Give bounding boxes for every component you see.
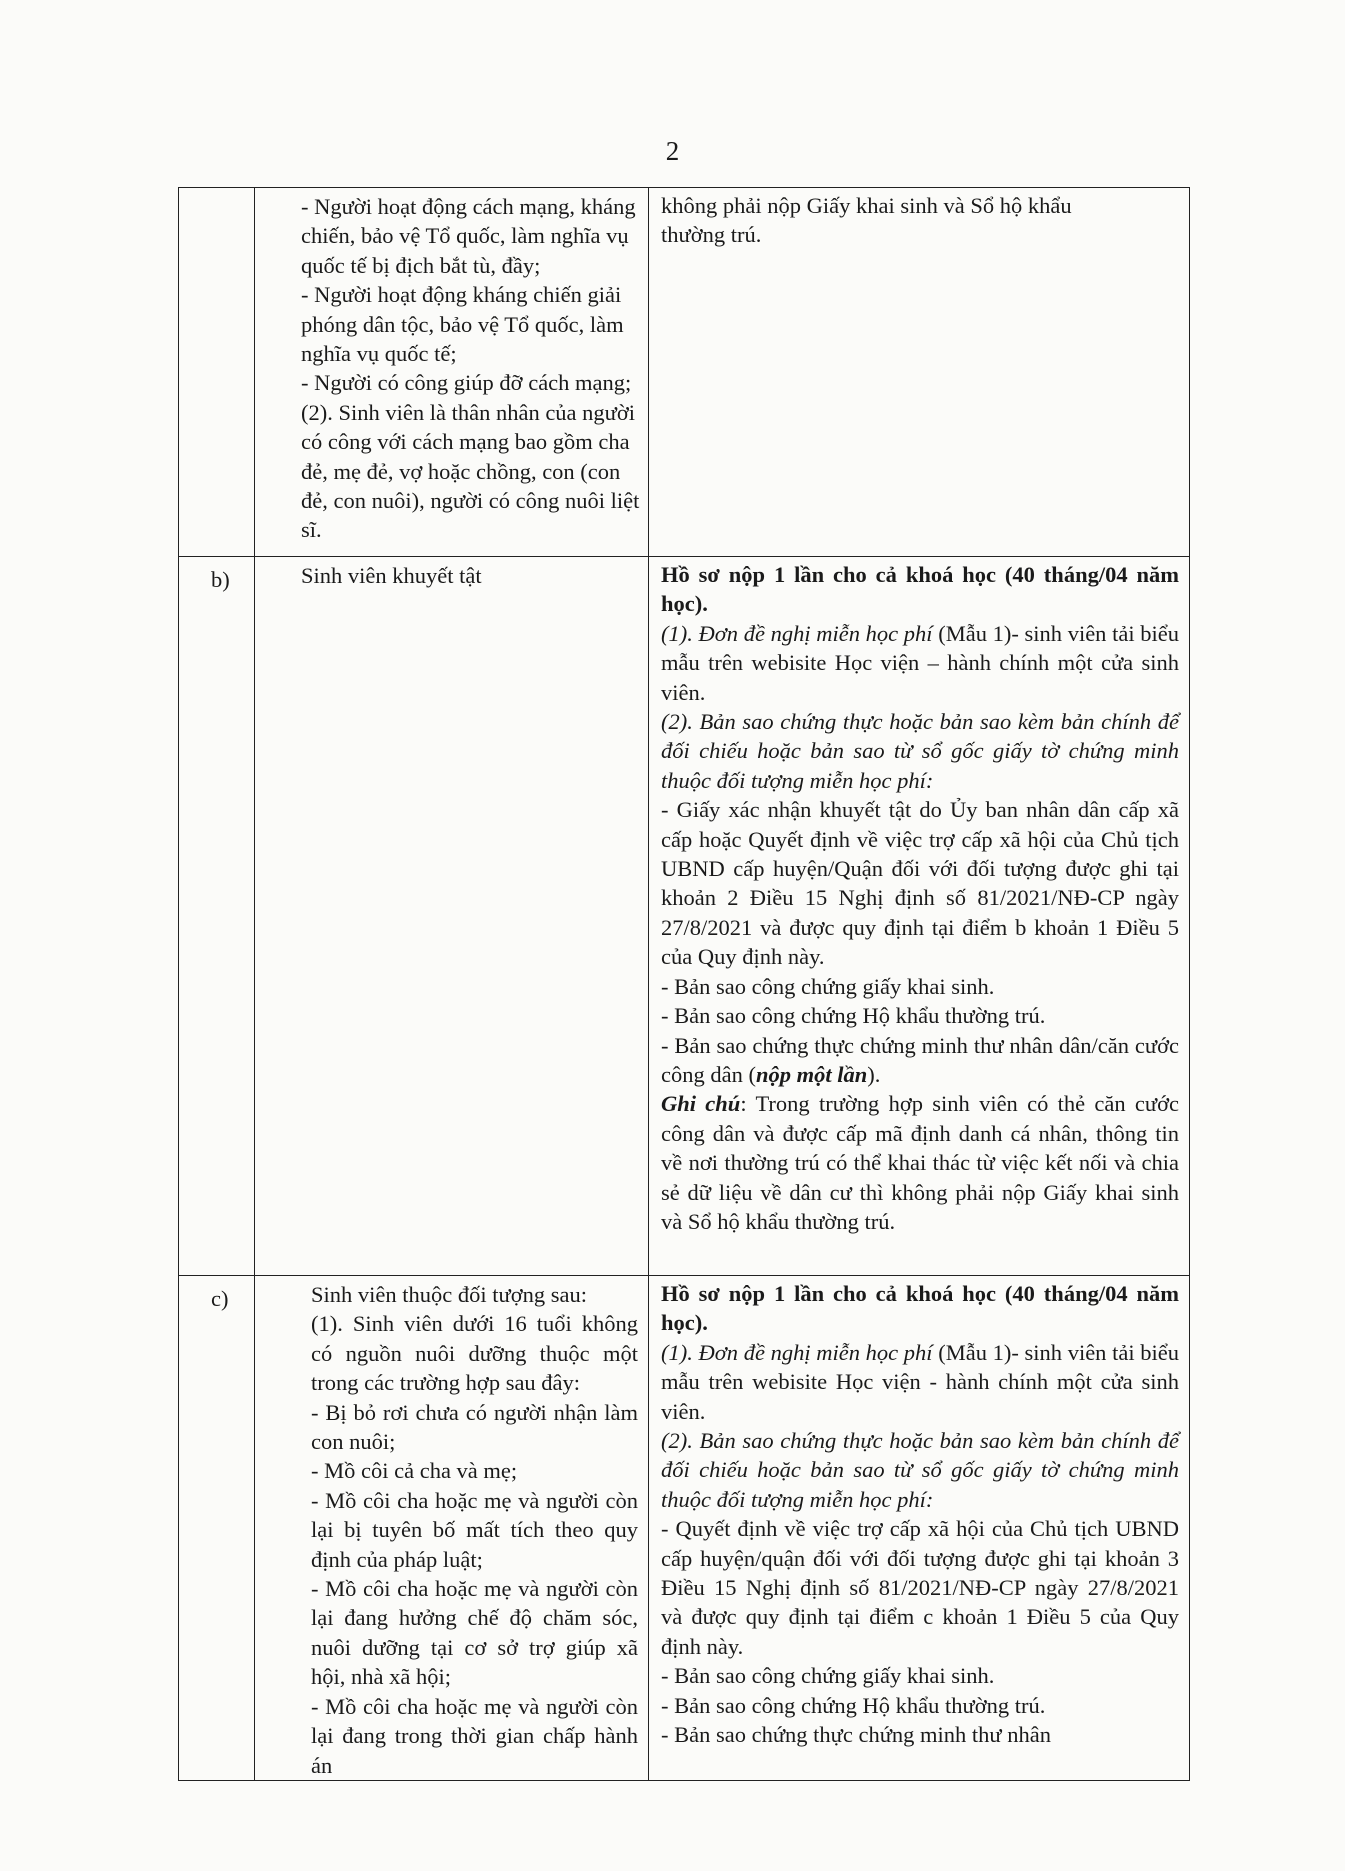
dossier-heading: Hồ sơ nộp 1 lần cho cả khoá học (40 tháng/04 năm học). [661, 1281, 1179, 1336]
item-2: (2). Bản sao chứng thực hoặc bản sao kèm bản chính để đối chiếu hoặc bản sao từ sổ gốc giấy tờ chứng minh thuộc đối tượng miễn học phí: [661, 709, 1179, 793]
text-line: - Người hoạt động cách mạng, kháng [301, 194, 636, 219]
text-line: có công với cách mạng bao gồm cha [301, 429, 630, 455]
text-line: nghĩa vụ quốc tế; [301, 341, 457, 367]
bullet: - Mồ côi cha hoặc mẹ và người còn lại đang hưởng chế độ chăm sóc, nuôi dưỡng tại cơ sở trợ giúp xã hội, nhà xã hội; [311, 1576, 638, 1690]
bullet-emphasis: nộp một lần [755, 1061, 868, 1087]
text-line: không phải nộp Giấy khai sinh và Sổ hộ khẩu [661, 193, 1072, 218]
bullet: - Quyết định về việc trợ cấp xã hội của Chủ tịch UBND cấp huyện/quận đối với đối tượng được ghi tại khoản 3 Điều 15 Nghị định số 81/2021/NĐ-CP ngày 27/8/2021 và được quy định tại điểm c khoản 1 Điều 5 của Quy định này. [661, 1516, 1179, 1659]
bullet: - Bản sao công chứng Hộ khẩu thường trú. [661, 1692, 1046, 1718]
documents-cell [649, 1276, 1190, 1781]
table-row [179, 557, 1190, 1276]
documents-cell [649, 188, 1190, 557]
bullet-text: - Bản sao chứng thực chứng minh thư nhân dân/căn cước công dân ( [661, 1032, 1179, 1087]
table-row [179, 1276, 1190, 1781]
bullet: - Giấy xác nhận khuyết tật do Ủy ban nhân dân cấp xã cấp hoặc Quyết định về việc trợ cấp xã hội của Chủ tịch UBND cấp huyện/Quận đối với đối tượng được ghi tại khoản 2 Điều 15 Nghị định số 81/2021/NĐ-CP ngày 27/8/2021 và được quy định tại điểm b khoản 1 Điều 5 của Quy định này. [661, 797, 1179, 970]
text-line: chiến, bảo vệ Tổ quốc, làm nghĩa vụ [301, 223, 629, 249]
item-1-text: (Mẫu 1)- sinh viên tải biểu mẫu trên webisite Học viện – hành chính một cửa sinh viên. [661, 620, 1179, 705]
text-line: phóng dân tộc, bảo vệ Tổ quốc, làm [301, 311, 624, 337]
row-index [179, 188, 255, 557]
item-1-title: (1). Đơn đề nghị miễn học phí [661, 620, 933, 646]
note-text: : Trong trường hợp sinh viên có thẻ căn cước công dân và được cấp mã định danh cá nhân, thông tin về nơi thường trú có thể khai thác từ việc kết nối và chia sẻ dữ liệu về dân cư thì không phải nộp Giấy khai sinh và Sổ hộ khẩu thường trú. [661, 1091, 1179, 1234]
criteria-text: Sinh viên khuyết tật [301, 563, 482, 588]
note [661, 1089, 1179, 1236]
text-line: đẻ, con nuôi), người có công nuôi liệt [301, 488, 640, 514]
eligibility-table [178, 187, 1190, 1781]
bullet: - Bị bỏ rơi chưa có người nhận làm con nuôi; [311, 1399, 638, 1455]
page-number: 2 [665, 136, 680, 166]
text-line: thường trú. [661, 222, 762, 248]
item-1 [661, 619, 1179, 707]
text-line: - Người hoạt động kháng chiến giải [301, 282, 622, 308]
bullet: - Bản sao công chứng giấy khai sinh. [661, 1663, 995, 1689]
bullet: - Bản sao công chứng giấy khai sinh. [661, 973, 995, 999]
text-line: (2). Sinh viên là thân nhân của người [301, 399, 636, 425]
criteria-intro: Sinh viên thuộc đối tượng sau: [311, 1282, 587, 1307]
bullet: - Mồ côi cả cha và mẹ; [311, 1458, 518, 1484]
text-line: quốc tế bị địch bắt tù, đầy; [301, 252, 541, 278]
text-line: sĩ. [301, 517, 322, 543]
bullet: - Bản sao chứng thực chứng minh thư nhân [661, 1722, 1051, 1748]
dossier-heading: Hồ sơ nộp 1 lần cho cả khoá học (40 tháng/04 năm học). [661, 562, 1179, 617]
item-1-title: (1). Đơn đề nghị miễn học phí [661, 1339, 933, 1365]
criteria-cell [255, 557, 649, 1276]
bullet-end: ). [867, 1061, 881, 1087]
criteria-cell [255, 1276, 649, 1781]
item-2: (2). Bản sao chứng thực hoặc bản sao kèm bản chính để đối chiếu hoặc bản sao từ sổ gốc giấy tờ chứng minh thuộc đối tượng miễn học phí: [661, 1428, 1179, 1512]
bullet [661, 1031, 1179, 1090]
item-1-text: (Mẫu 1)- sinh viên tải biểu mẫu trên webisite Học viện - hành chính một cửa sinh viên. [661, 1339, 1179, 1424]
table-row [179, 188, 1190, 557]
bullet: - Mồ côi cha hoặc mẹ và người còn lại đang trong thời gian chấp hành án [311, 1693, 638, 1778]
row-index: b) [179, 557, 255, 1276]
text-line: đẻ, mẹ đẻ, vợ hoặc chồng, con (con [301, 458, 621, 484]
item-1 [661, 1338, 1179, 1426]
bullet: - Mồ côi cha hoặc mẹ và người còn lại bị tuyên bố mất tích theo quy định của pháp luật; [311, 1487, 638, 1572]
note-label: Ghi chú [661, 1091, 741, 1117]
criteria-item: (1). Sinh viên dưới 16 tuổi không có nguồn nuôi dưỡng thuộc một trong các trường hợp sau đây: [311, 1311, 638, 1396]
text-line: - Người có công giúp đỡ cách mạng; [301, 370, 632, 396]
documents-cell [649, 557, 1190, 1276]
bullet: - Bản sao công chứng Hộ khẩu thường trú. [661, 1003, 1046, 1029]
row-index: c) [179, 1276, 255, 1781]
criteria-cell [255, 188, 649, 557]
